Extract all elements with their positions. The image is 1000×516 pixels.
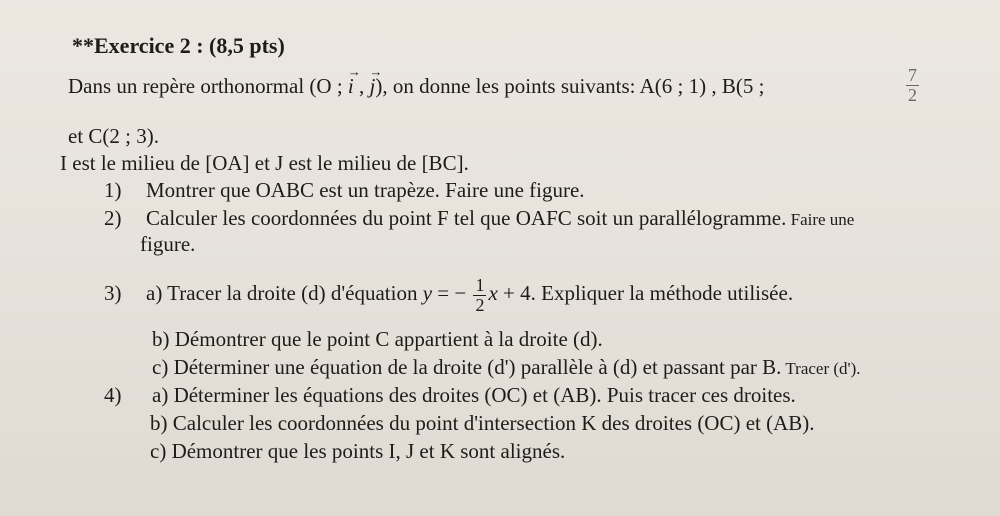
question-3c-main: c) Déterminer une équation de la droite (d') parallèle à (d) et passant par B.	[152, 355, 782, 379]
question-4c-text: c) Démontrer que les points I, J et K sont alignés.	[150, 439, 566, 463]
equation-x: x	[488, 281, 498, 305]
question-2-small: Faire une	[786, 210, 855, 229]
point-b-denominator: 2	[908, 85, 917, 105]
question-3a-text	[146, 270, 793, 316]
intro-line-3: I est le milieu de [OA] et J est le milieu de [BC].	[60, 151, 469, 175]
intro-line-1	[68, 74, 764, 98]
question-2-text	[146, 206, 854, 232]
question-3a-prefix: a) Tracer la droite (d) d'équation	[146, 281, 423, 305]
intro-separator: ,	[353, 74, 370, 98]
exercise-title: **Exercice 2 : (8,5 pts)	[72, 33, 285, 58]
point-b-fraction	[906, 66, 919, 105]
equation-numerator: 1	[475, 274, 485, 295]
question-3-number: 3)	[104, 281, 122, 305]
question-3b-text: b) Démontrer que le point C appartient à la droite (d).	[152, 327, 603, 351]
question-4a-text: a) Déterminer les équations des droites (OC) et (AB). Puis tracer ces droites.	[152, 383, 796, 407]
vector-i: → i	[348, 74, 354, 98]
vector-j: → j	[370, 74, 376, 98]
question-3a-suffix: + 4. Expliquer la méthode utilisée.	[497, 281, 794, 305]
equation-fraction	[473, 276, 486, 315]
question-2-main: Calculer les coordonnées du point F tel que OAFC soit un parallélogramme.	[146, 206, 787, 230]
intro-line-2: et C(2 ; 3).	[68, 124, 159, 148]
intro-text-1: Dans un repère orthonormal (O ;	[68, 74, 348, 98]
question-4b-text: b) Calculer les coordonnées du point d'intersection K des droites (OC) et (AB).	[150, 411, 815, 435]
equation-denominator: 2	[475, 294, 485, 315]
intro-text-2: ), on donne les points suivants: A(6 ; 1) , B(5 ;	[375, 74, 765, 98]
equation-y: y	[422, 281, 433, 305]
question-2-number: 2)	[104, 206, 122, 230]
equation-equals: = −	[432, 281, 472, 305]
question-1-text: Montrer que OABC est un trapèze. Faire une figure.	[146, 178, 585, 202]
question-3c-small: Tracer (d').	[781, 359, 861, 378]
point-b-numerator: 7	[908, 65, 917, 85]
question-1-number: 1)	[104, 178, 122, 202]
question-3c-text	[152, 355, 861, 381]
question-2-text-line-2: figure.	[140, 232, 196, 256]
question-4-number: 4)	[104, 383, 122, 407]
